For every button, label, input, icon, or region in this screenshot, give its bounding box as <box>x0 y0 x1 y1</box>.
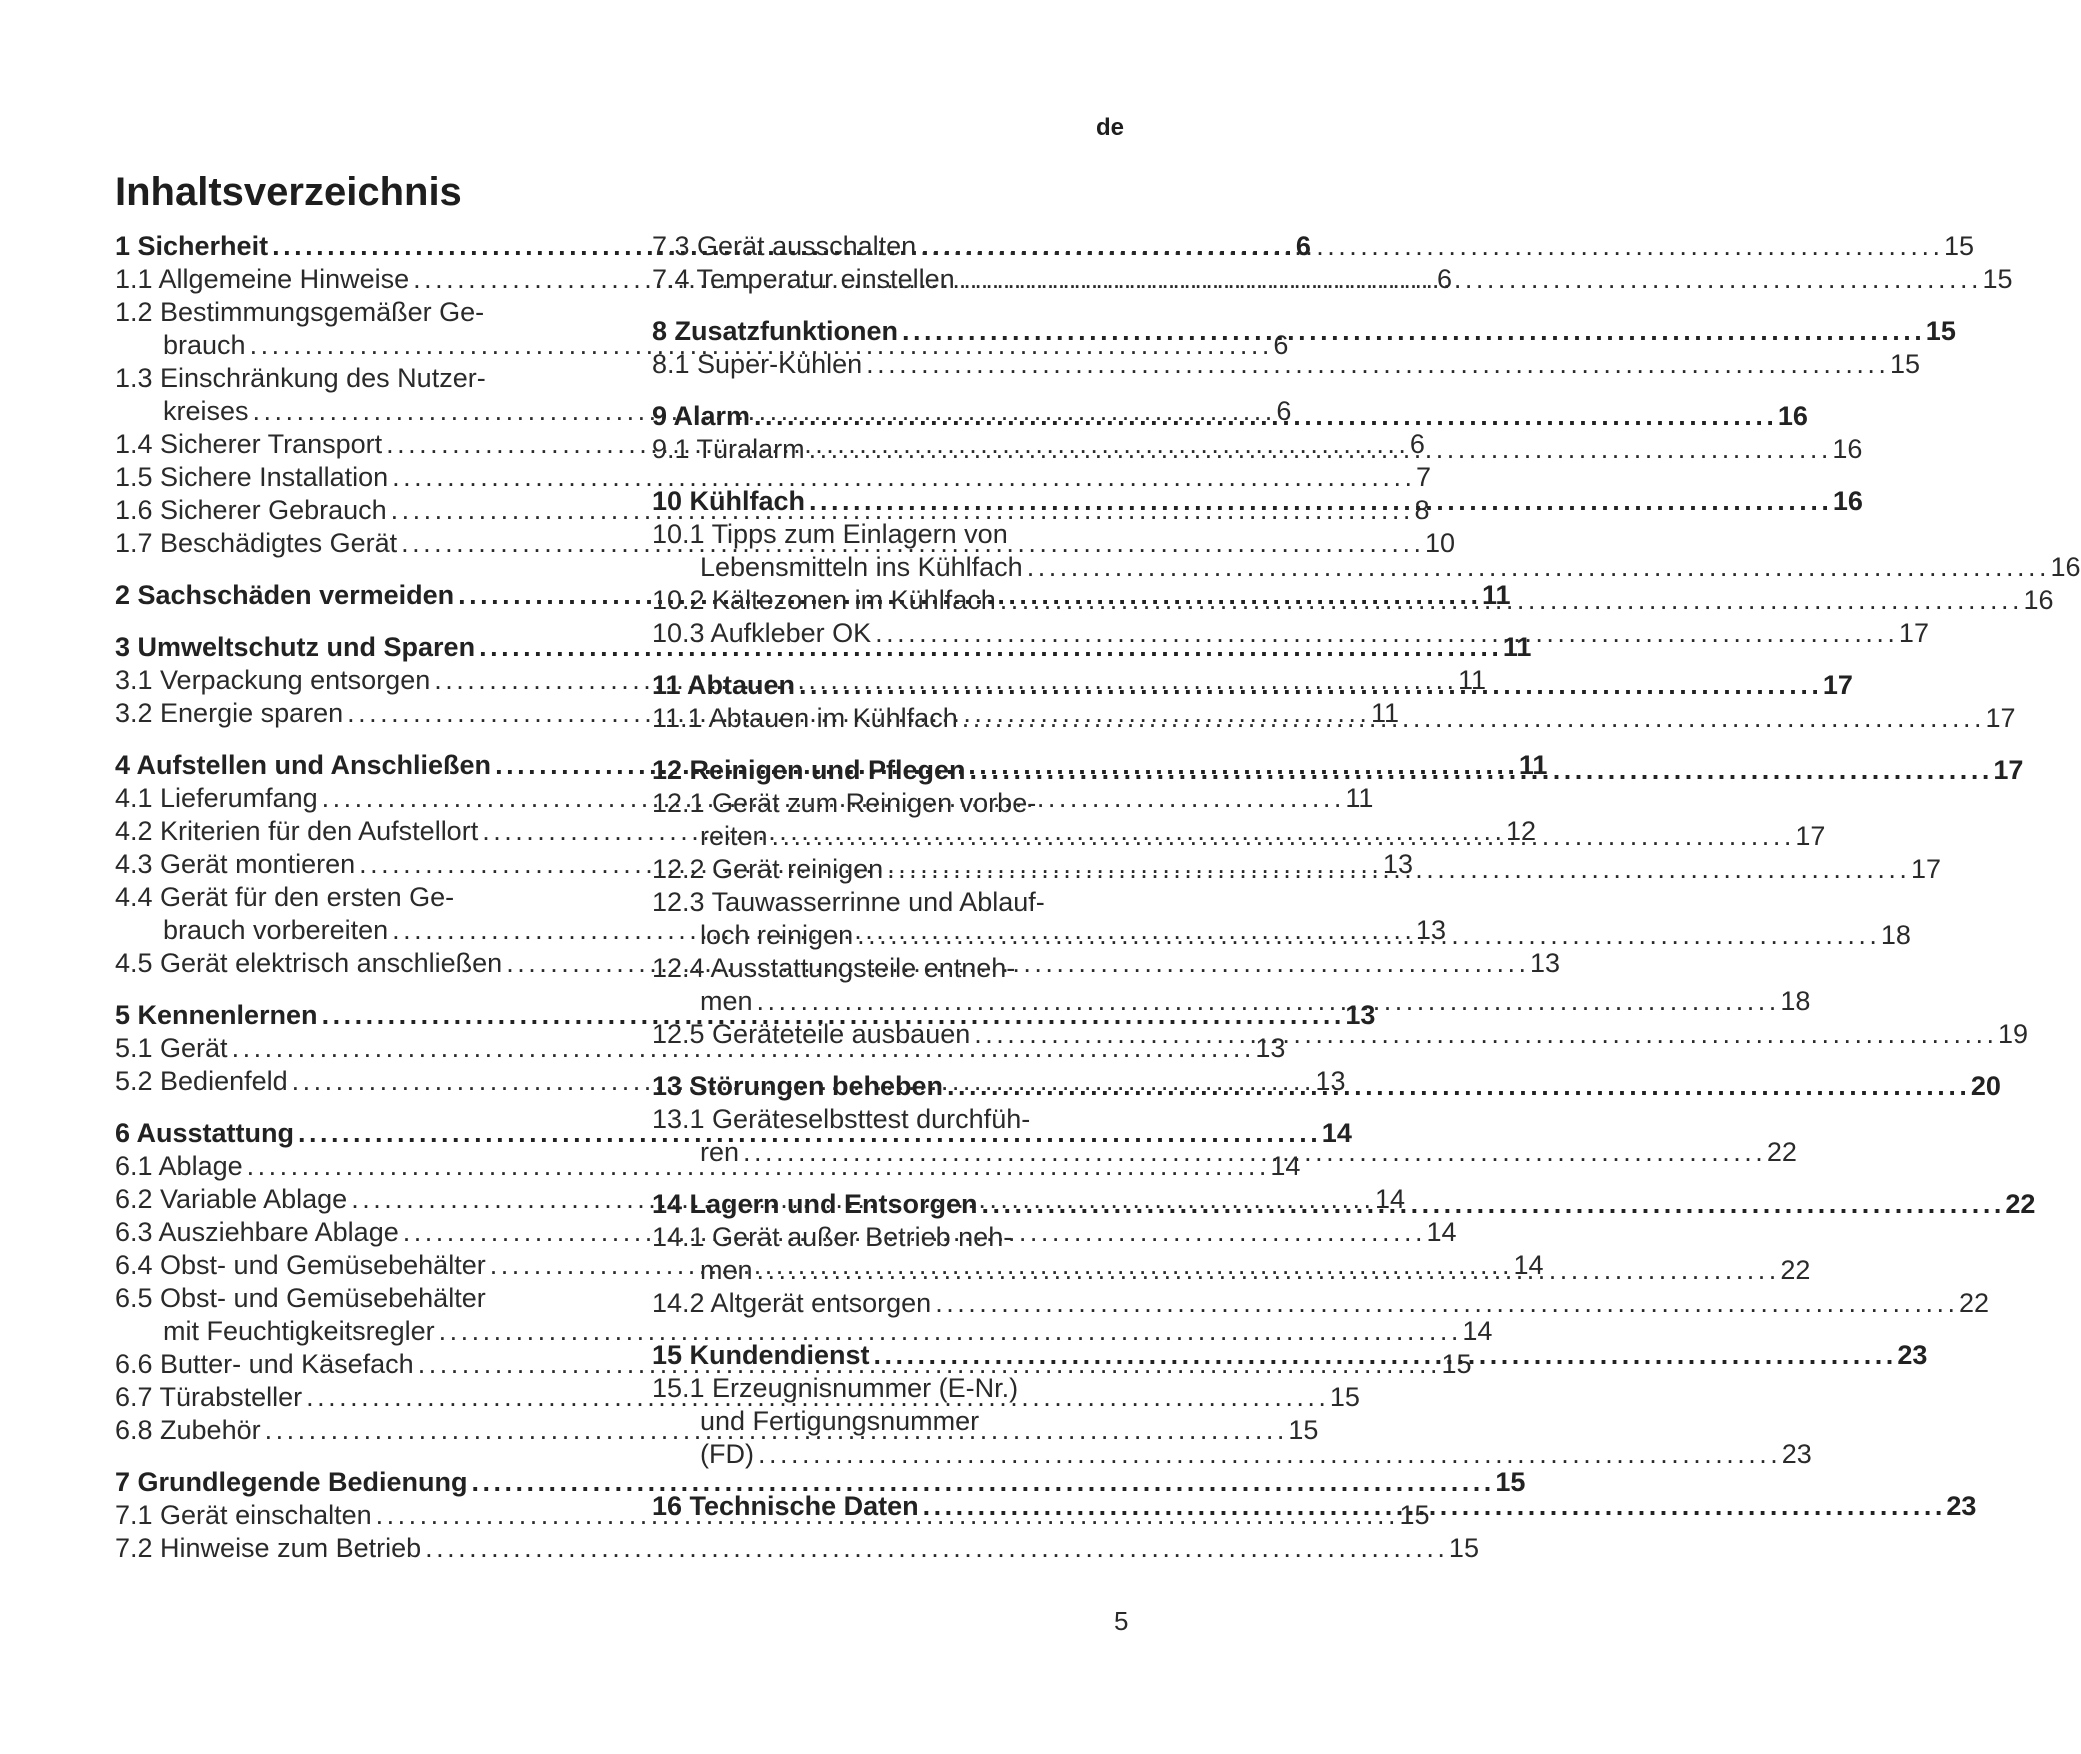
toc-entry-label: 12 Reinigen und Pflegen <box>652 755 966 785</box>
toc-entry <box>652 1221 1811 1287</box>
toc-page-number: 15 <box>1495 1467 1526 1497</box>
dot-leader <box>809 485 1827 518</box>
dot-leader <box>959 263 1977 296</box>
toc-entry-label: 14.1 Gerät außer Betrieb neh- <box>652 1222 1013 1252</box>
toc-page-number: 16 <box>1777 401 1808 431</box>
toc-page-number: 8 <box>1414 495 1430 525</box>
page-number: 5 <box>1114 1606 1129 1636</box>
toc-page-number: 11 <box>1518 750 1548 780</box>
toc-section-entry[interactable] <box>652 315 1956 348</box>
toc-entry-line[interactable] <box>115 1532 1479 1565</box>
toc-entry-label: men <box>700 1255 753 1285</box>
toc-page-number: 17 <box>1898 618 1929 648</box>
toc-entry-label: 4.3 Gerät montieren <box>115 849 356 879</box>
toc-page-number: 13 <box>1382 849 1413 879</box>
toc-entry-label: 9.1 Türalarm <box>652 434 805 464</box>
toc-entry-label: 1.4 Sicherer Transport <box>115 429 383 459</box>
dot-leader <box>982 1188 2000 1221</box>
dot-leader <box>962 702 1980 735</box>
toc-page-number: 13 <box>1255 1033 1286 1063</box>
toc-page-number: 18 <box>1780 986 1811 1016</box>
dot-leader <box>772 820 1790 853</box>
toc-entry-label: 1.7 Beschädigtes Gerät <box>115 528 398 558</box>
toc-page-number: 14 <box>1270 1151 1301 1181</box>
dot-leader <box>425 1532 1443 1565</box>
dot-leader <box>1027 551 2045 584</box>
toc-page-number: 15 <box>1448 1533 1479 1563</box>
toc-page-number: 16 <box>1832 434 1863 464</box>
toc-entry-label: 4.1 Lieferumfang <box>115 783 318 813</box>
toc-entry-label: 8 Zusatzfunktionen <box>652 316 899 346</box>
toc-page-number: 15 <box>1889 349 1920 379</box>
toc-entry-label: 3 Umweltschutz und Sparen <box>115 632 476 662</box>
toc-entry-line[interactable] <box>652 1438 1812 1471</box>
toc-entry-label: kreises <box>163 396 249 426</box>
language-code: de <box>1096 114 1125 141</box>
dot-leader <box>757 985 1775 1018</box>
toc-entry-line[interactable] <box>652 433 1863 466</box>
toc-entry-label: 3.2 Energie sparen <box>115 698 344 728</box>
toc-section-entry[interactable] <box>652 485 1863 518</box>
toc-page-number: 14 <box>1374 1184 1406 1214</box>
dot-leader <box>857 919 1875 952</box>
toc-entry-label: (FD) <box>700 1439 754 1469</box>
toc-entry-label: 12.2 Gerät reinigen <box>652 854 884 884</box>
toc-section-entry[interactable] <box>652 400 1808 433</box>
toc-page-number: 6 <box>1295 231 1311 261</box>
toc-entry-label: 15 Kundendienst <box>652 1340 870 1370</box>
toc-entry <box>652 1372 1812 1471</box>
toc-entry-label: 1 Sicherheit <box>115 231 269 261</box>
toc-page-number: 15 <box>1288 1415 1319 1445</box>
toc-entry-label: 12.1 Gerät zum Reinigen vorbe- <box>652 788 1037 818</box>
toc-page-number: 15 <box>1329 1382 1360 1412</box>
toc-page-number: 22 <box>2005 1189 2036 1219</box>
toc-entry-label: 1.6 Sicherer Gebrauch <box>115 495 387 525</box>
toc-entry-label: Lebensmitteln ins Kühlfach <box>700 552 1023 582</box>
dot-leader <box>875 617 1893 650</box>
toc-page-number: 19 <box>1998 1019 2029 1049</box>
toc-entry-label: 1.5 Sichere Installation <box>115 462 389 492</box>
dot-leader <box>757 1254 1775 1287</box>
toc-page-number: 15 <box>1943 231 1974 261</box>
toc-page-number: 17 <box>1795 821 1826 851</box>
toc-entry-label: 5 Kennenlernen <box>115 1000 318 1030</box>
toc-entry-label: 10.3 Aufkleber OK <box>652 618 872 648</box>
toc-entry-line[interactable] <box>652 348 1920 381</box>
toc-page-number: 14 <box>1426 1217 1457 1247</box>
toc-page-number: 15 <box>1982 264 2013 294</box>
toc-entry-label: 10.1 Tipps zum Einlagern von <box>652 519 1008 549</box>
toc-page-number: 18 <box>1880 920 1911 950</box>
toc-entry-line[interactable] <box>652 702 2016 735</box>
toc-page-number: 6 <box>1273 330 1289 360</box>
dot-leader <box>743 1136 1761 1169</box>
toc-entry-label: 1.1 Allgemeine Hinweise <box>115 264 410 294</box>
toc-section-entry[interactable] <box>652 1188 2036 1221</box>
toc-entry-label: 14.2 Altgerät entsorgen <box>652 1288 932 1318</box>
toc-entry <box>652 518 2081 584</box>
toc-entry-label: 14 Lagern und Entsorgen <box>652 1189 978 1219</box>
toc-page-number: 15 <box>1441 1349 1472 1379</box>
toc-section-entry[interactable] <box>652 1070 2001 1103</box>
toc-entry-label: 5.1 Gerät <box>115 1033 228 1063</box>
toc-entry-label: 6.5 Obst- und Gemüsebehälter <box>115 1283 486 1313</box>
toc-section-entry[interactable] <box>652 1339 1928 1372</box>
toc-page-number: 14 <box>1462 1316 1493 1346</box>
dot-leader <box>970 754 1988 787</box>
dot-leader <box>935 1287 1953 1320</box>
toc-entry-label: 2 Sachschäden vermeiden <box>115 580 455 610</box>
toc-page-number: 23 <box>1897 1340 1928 1370</box>
toc-page-number: 6 <box>1436 264 1452 294</box>
toc-entry-label: 6.6 Butter- und Käsefach <box>115 1349 414 1379</box>
dot-leader <box>920 230 1938 263</box>
toc-page-number: 13 <box>1315 1066 1346 1096</box>
toc-entry-label: 11 Abtauen <box>652 670 796 700</box>
dot-leader <box>809 433 1827 466</box>
toc-entry-label: 6.7 Türabsteller <box>115 1382 303 1412</box>
toc-entry-label: men <box>700 986 753 1016</box>
toc-entry-label: 6.1 Ablage <box>115 1151 243 1181</box>
toc-entry-label: brauch <box>163 330 246 360</box>
toc-entry-label: 7.1 Gerät einschalten <box>115 1500 372 1530</box>
toc-entry-label: 10 Kühlfach <box>652 486 806 516</box>
page-title: Inhaltsverzeichnis <box>115 170 462 214</box>
dot-leader <box>754 400 1772 433</box>
dot-leader <box>866 348 1884 381</box>
toc-entry-line[interactable] <box>652 1287 1990 1320</box>
toc-page-number: 11 <box>1345 783 1374 813</box>
toc-entry-label: 4 Aufstellen und Anschließen <box>115 750 492 780</box>
dot-leader <box>758 1438 1776 1471</box>
toc-page-number: 13 <box>1415 915 1446 945</box>
toc-entry-label: 13 Störungen beheben <box>652 1071 944 1101</box>
toc-page-number: 22 <box>1780 1255 1811 1285</box>
toc-page-number: 15 <box>1399 1500 1430 1530</box>
dot-leader <box>874 1339 1892 1372</box>
toc-page-number: 20 <box>1970 1071 2001 1101</box>
toc-page-number: 17 <box>1910 854 1941 884</box>
toc-page-number: 12 <box>1505 816 1537 846</box>
toc-page-number: 16 <box>2050 552 2081 582</box>
dot-leader <box>799 669 1817 702</box>
dot-leader <box>947 1070 1965 1103</box>
toc-entry-label: 1.2 Bestimmungsgemäßer Ge- <box>115 297 485 327</box>
toc-page-number: 14 <box>1321 1118 1352 1148</box>
toc-page-number: 22 <box>1766 1137 1797 1167</box>
toc-entry-label: 6 Ausstattung <box>115 1118 295 1148</box>
toc-entry-line[interactable] <box>652 551 2081 584</box>
toc-entry-label: 5.2 Bedienfeld <box>115 1066 288 1096</box>
toc-page-number: 7 <box>1415 462 1431 492</box>
toc-entry-label: 11.1 Abtauen im Kühlfach <box>652 703 958 733</box>
dot-leader <box>974 1018 1992 1051</box>
toc-entry-label: reiten <box>700 821 768 851</box>
toc-entry-label: 9 Alarm <box>652 401 751 431</box>
toc-entry-label: loch reinigen <box>700 920 854 950</box>
toc-entry-label: 10.2 Kältezonen im Kühlfach <box>652 585 996 615</box>
dot-leader <box>902 315 1920 348</box>
toc-entry-line[interactable] <box>652 230 1974 263</box>
toc-entry-label: 13.1 Geräteselbsttest durchfüh- <box>652 1104 1031 1134</box>
toc-page-number: 17 <box>1822 670 1853 700</box>
toc-entry-line[interactable] <box>115 461 1431 494</box>
toc-page-number: 23 <box>1946 1491 1977 1521</box>
toc-entry-label: brauch vorbereiten <box>163 915 389 945</box>
toc-right-column <box>652 230 2081 1523</box>
toc-entry-label: 7.4 Temperatur einstellen <box>652 264 955 294</box>
toc-entry-label: 3.1 Verpackung entsorgen <box>115 665 431 695</box>
toc-entry-label: 7.2 Hinweise zum Betrieb <box>115 1533 422 1563</box>
toc-page-number: 6 <box>1276 396 1292 426</box>
toc-page-number: 15 <box>1925 316 1956 346</box>
toc-entry-label: 4.4 Gerät für den ersten Ge- <box>115 882 455 912</box>
toc-entry-label: 12.3 Tauwasserrinne und Ablauf- <box>652 887 1045 917</box>
toc-page-number: 16 <box>2023 585 2054 615</box>
toc-entry-label: 16 Technische Daten <box>652 1491 919 1521</box>
toc-entry-label: ren <box>700 1137 740 1167</box>
dot-leader <box>923 1490 1941 1523</box>
toc-page-number: 6 <box>1409 429 1425 459</box>
toc-entry-label: und Fertigungsnummer <box>700 1406 980 1436</box>
toc-page-number: 11 <box>1502 632 1532 662</box>
toc-entry-label: 6.2 Variable Ablage <box>115 1184 348 1214</box>
toc-entry-label: 6.3 Ausziehbare Ablage <box>115 1217 399 1247</box>
toc-entry-label: 6.8 Zubehör <box>115 1415 261 1445</box>
toc-page-number: 22 <box>1958 1288 1990 1318</box>
dot-leader <box>1000 584 2018 617</box>
toc-entry-label: mit Feuchtigkeitsregler <box>163 1316 435 1346</box>
toc-page-number: 23 <box>1781 1439 1812 1469</box>
toc-section-entry[interactable] <box>115 1466 1526 1499</box>
toc-page-number: 13 <box>1529 948 1561 978</box>
toc-entry-line[interactable] <box>652 263 2013 296</box>
toc-page-number: 11 <box>1458 665 1487 695</box>
toc-page-number: 13 <box>1345 1000 1376 1030</box>
toc-entry-label: 8.1 Super-Kühlen <box>652 349 863 379</box>
toc-page-number: 16 <box>1832 486 1863 516</box>
toc-entry-label: 6.4 Obst- und Gemüsebehälter <box>115 1250 486 1280</box>
toc-page-number: 14 <box>1513 1250 1544 1280</box>
toc-entry-label: 1.3 Einschränkung des Nutzer- <box>115 363 486 393</box>
toc-entry-label: 4.2 Kriterien für den Aufstellort <box>115 816 479 846</box>
toc-entry-label: 4.5 Gerät elektrisch anschließen <box>115 948 503 978</box>
toc-entry-line[interactable] <box>115 1315 1493 1348</box>
toc-page-number: 10 <box>1424 528 1455 558</box>
toc-page-number: 11 <box>1370 698 1399 728</box>
toc-page-number: 17 <box>1993 755 2024 785</box>
toc-page-number: 17 <box>1985 703 2016 733</box>
toc-entry-label: 15.1 Erzeugnisnummer (E-Nr.) <box>652 1373 1019 1403</box>
toc-section-entry[interactable] <box>652 669 1853 702</box>
dot-leader <box>887 853 1905 886</box>
toc-entry-label: 12.4 Ausstattungsteile entneh- <box>652 953 1016 983</box>
toc-entry-label: 7.3 Gerät ausschalten <box>652 231 917 261</box>
toc-page-number: 11 <box>1481 580 1511 610</box>
toc-entry-label: 12.5 Geräteteile ausbauen <box>652 1019 971 1049</box>
toc-entry-label: 7 Grundlegende Bedienung <box>115 1467 468 1497</box>
